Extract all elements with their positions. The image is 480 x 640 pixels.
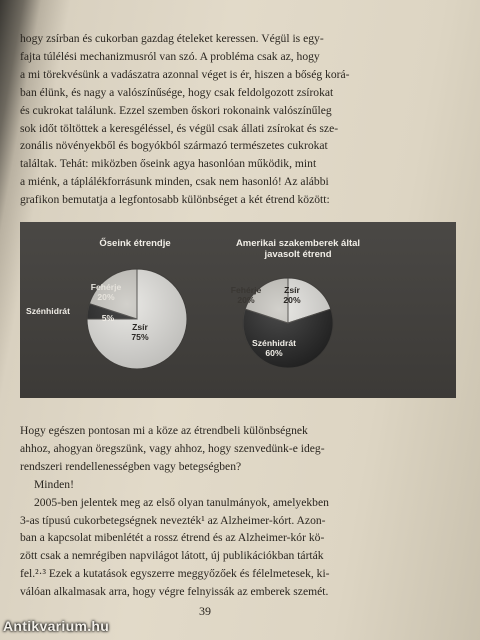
right-zsir-label <box>272 285 312 305</box>
text-line: hogy zsírban és cukorban gazdag ételeket keressen. Végül is egy- <box>20 32 324 45</box>
paragraph-bottom <box>20 422 458 601</box>
right-chart-title-line1: Amerikai szakemberek által <box>235 238 361 249</box>
text-line: fel.²·³ Ezek a kutatások egyszerre meggyőzőek és félelmetesek, ki- <box>20 567 330 581</box>
right-feherje-name: Fehérje <box>230 285 262 295</box>
text-line: 2005-ben jelentek meg az első olyan tanulmányok, amelyekben <box>34 495 329 509</box>
right-chart-title-line2: javasolt étrend <box>264 249 332 260</box>
right-feherje-pct: 20% <box>237 295 255 305</box>
text-line: rendszeri rendellenességben vagy betegségben? <box>20 459 242 473</box>
watermark-logo: Antikvarium.hu <box>3 618 110 634</box>
right-chart-title <box>210 238 386 260</box>
text-line: fajta túlélési mechanizmusról van szó. A probléma csak az, hogy <box>20 49 320 63</box>
right-szenhidrat-pct: 60% <box>265 348 283 358</box>
text-line: válóan alkalmasak arra, hogy végre felnyissák az emberek szemét. <box>20 585 329 599</box>
text-line: Minden! <box>34 477 74 491</box>
text-line: 3-as típusú cukorbetegségnek nevezték¹ az Alzheimer-kórt. Azon- <box>20 513 326 527</box>
left-szenhidrat-pct: 5% <box>101 313 115 323</box>
text-line: ban élünk, és nagy a valószínűsége, hogy csak feldolgozott zsírokat <box>20 85 334 99</box>
right-szenhidrat-name: Szénhidrát <box>252 338 296 348</box>
right-feherje-label <box>222 285 270 305</box>
text-line: zött csak a nemrégiben napvilágot látott, új publikációkban tárták <box>20 549 324 563</box>
left-feherje-pct: 20% <box>97 292 115 302</box>
text-line: a mi törekvésünk a vadászatra azonnal véget is ér, hiszen a bőség korá- <box>20 67 350 81</box>
left-chart-title: Őseink étrendje <box>99 238 171 249</box>
text-line: zonális növényekből és bogyókból származó természetes cukrokat <box>20 139 328 153</box>
page-number: 39 <box>199 604 211 618</box>
left-zsir-pct: 75% <box>131 332 149 342</box>
text-line: Hogy egészen pontosan mi a köze az étrendbeli különbségnek <box>20 424 308 437</box>
diet-comparison-chart <box>20 222 456 398</box>
text-line: ahhoz, ahogyan öregszünk, vagy ahhoz, hogy szenvedünk-e ideg- <box>20 441 325 455</box>
left-feherje-name: Fehérje <box>90 282 122 292</box>
left-zsir-label <box>120 322 160 342</box>
text-line: grafikon bemutatja a legfontosabb különbséget a két étrend között: <box>20 193 330 207</box>
text-line: sok időt töltöttek a keresgéléssel, és végül csak állati zsírokat és sze- <box>20 121 339 135</box>
right-zsir-pct: 20% <box>283 295 301 305</box>
text-line: a miénk, a táplálékforrásunk minden, csak nem hasonló! Az alábbi <box>20 175 329 189</box>
text-line: találtak. Tehát: miközben őseink agya hasonlóan működik, mint <box>20 157 317 171</box>
left-zsir-name: Zsír <box>132 322 148 332</box>
text-line: és cukrokat találunk. Ezzel szemben őskori rokonaink valószínűleg <box>20 103 332 117</box>
left-feherje-label <box>78 282 134 302</box>
right-szenhidrat-label <box>242 338 306 358</box>
left-szenhidrat-name: Szénhidrát <box>26 306 70 316</box>
right-zsir-name: Zsír <box>284 285 300 295</box>
paragraph-top <box>20 30 458 209</box>
text-line: ban a kapcsolat mibenlétét a rossz étrend és az Alzheimer-kór kö- <box>20 531 325 545</box>
